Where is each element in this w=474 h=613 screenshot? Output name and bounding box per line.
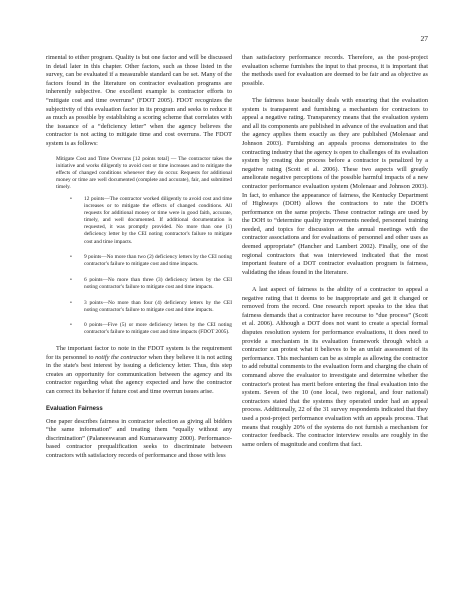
fdot-scoring-quote bbox=[56, 156, 232, 337]
paragraph: The fairness issue basically deals with ensuring that the evaluation system is transparent and furnishing a mechanism for contractors to appeal a negative rating. Transparency means that the evaluation system and all its components are published in advance of the evaluation and that the agency applies them exactly as they are published (Molenaar and Johnson 2003). Furnishing an appeals process demonstrates to the contracting industry that the agency is open to challenges of its evaluation system by creating due process before a contractor is penalized by a negative rating (Scott et al. 2006). These two aspects will greatly ameliorate negative perceptions of the possible harmful impacts of a new contractor performance evaluation system (Molenaar and Johnson 2003). In fact, to enhance the appearance of fairness, the Kentucky Department of Highways (DOH) allows the contractors to rate the DOH's performance on the same projects. These contractor ratings are used by the DOH to “determine quality improvements needed, personnel training needed, and topics for discussion at the annual meetings with the contractor associations and for evaluations of personnel and other uses as deemed appropriate” (Hancher and Lambert 2002). Finally, one of the regional contractors that was interviewed indicated that the most important feature of a DOT contractor evaluation program is fairness, validating the ideas found in the literature. bbox=[242, 96, 428, 276]
paragraph: A last aspect of fairness is the ability of a contractor to appeal a negative rating that it deems to be inappropriate and get it changed or removed from the record. One research report speaks to the idea that fairness demands that a contractor have recourse to “due process” (Scott et al. 2006). Although a DOT does not want to create a special formal disputes resolution system for performance evaluations, it does need to provide a mechanism in its evaluation framework through which a contractor can protest what it believes to be an unfair assessment of its performance. This mechanism can be as simple as allowing the contractor to add rebuttal comments to the evaluation form and charging the chain of command above the evaluator to investigate and determine whether the contractor's protest has merit before entering the final evaluation into the system. Seven of the 10 (one local, two regional, and four national) contractors stated that the systems they operated under had an appeal process. Additionally, 22 of the 31 survey respondents indicated that they used a post-project performance evaluation with an appeals process. That means that roughly 20% of the systems do not furnish a mechanism for contractor feedback. The contractor interview results are roughly in the same orders of magnitude and confirm that fact. bbox=[242, 286, 428, 448]
quote-heading: Mitigate Cost and Time Overruns [12 points total] — The contractor takes the initiative and works diligently to avoid cost or time increases and to mitigate the effects of changed conditions whenever they do occur. Requests for additional money or time are well documented (complete and accurate), fair, and submitted timely. bbox=[56, 155, 232, 190]
page-number: 27 bbox=[420, 34, 428, 43]
paragraph bbox=[46, 345, 232, 397]
list-item-text: 9 points—No more than two (2) deficiency letters by the CEI noting contractor's failure to mitigate cost and time impacts. bbox=[84, 254, 232, 268]
text-run: The important factor to note in the FDOT system is the requirement for its personnel to bbox=[46, 344, 232, 361]
list-item bbox=[70, 322, 232, 336]
right-column bbox=[242, 54, 428, 449]
bullet-icon: • bbox=[70, 299, 72, 306]
list-item-text: 12 points—The contractor worked diligently to avoid cost and time increases or to mitigate the effects of changed conditions. All requests for additional money or time were in good faith, accurate, timely, and well documented. If additional documentation is requested, it was promptly provided. No more than one (1) deficiency letter by the CEI noting contractor's failure to mitigate cost and time impacts. bbox=[84, 196, 232, 245]
list-item-text: 0 points—Five (5) or more deficiency letters by the CEI noting contractor's failure to mitigate cost and time impacts (FDOT 2005). bbox=[84, 322, 232, 336]
list-item bbox=[70, 254, 232, 268]
emphasis-text: notify the contractor bbox=[95, 353, 147, 361]
bullet-icon: • bbox=[70, 276, 72, 283]
bullet-icon: • bbox=[70, 322, 72, 329]
paragraph: rimental to either program. Quality is but one factor and will be discussed in detail later in this chapter. Other factors, such as those listed in the survey, can be evaluated if a measurable standard can be set. Many of the factors found in the literature on contractor evaluation programs are inherently subjective. One excellent example is contractor efforts to “mitigate cost and time overruns” (FDOT 2005). FDOT recognizes the subjectivity of this evaluation factor in its program and seeks to reduce it as much as possible by establishing a scoring scheme that correlates with the issuance of a “deficiency letter” when the agency believes the contractor is not acting to mitigate time and cost overruns. The FDOT system is as follows: bbox=[46, 54, 232, 147]
paragraph: than satisfactory performance records. Therefore, as the post-project evaluation scheme furnishes the input to that process, it is important that the methods used for evaluation are deemed to be fair and as objective as possible. bbox=[242, 54, 428, 87]
list-item-text: 3 points—No more than four (4) deficiency letters by the CEI noting contractor's failure to mitigate cost and time impacts. bbox=[84, 299, 232, 313]
left-column bbox=[46, 54, 232, 461]
list-item bbox=[70, 196, 232, 246]
text-run: when they believe it is not acting in the state's best interest by issuing a deficiency letter. Thus, this step creates an opportunity for communication between the agency and its contractor regarding what the agency expected and how the contractor can correct its behavior if future cost and time overrun issues arise. bbox=[46, 353, 232, 395]
paragraph: One paper describes fairness in contractor selection as giving all bidders “the same information” and treating them “equally without any discrimination” (Palaneeswaran and Kumaraswamy 2000). Performance-based contractor prequalification seeks to discriminate between contractors with satisfactory records of performance and those with less bbox=[46, 417, 232, 460]
section-heading: Evaluation Fairness bbox=[46, 406, 103, 413]
scoring-list bbox=[56, 196, 232, 336]
list-item bbox=[70, 300, 232, 314]
bullet-icon: • bbox=[70, 254, 72, 261]
list-item-text: 6 points—No more than three (3) deficiency letters by the CEI noting contractor's failure to mitigate cost and time impacts. bbox=[84, 276, 232, 290]
bullet-icon: • bbox=[70, 196, 72, 202]
list-item bbox=[70, 277, 232, 291]
